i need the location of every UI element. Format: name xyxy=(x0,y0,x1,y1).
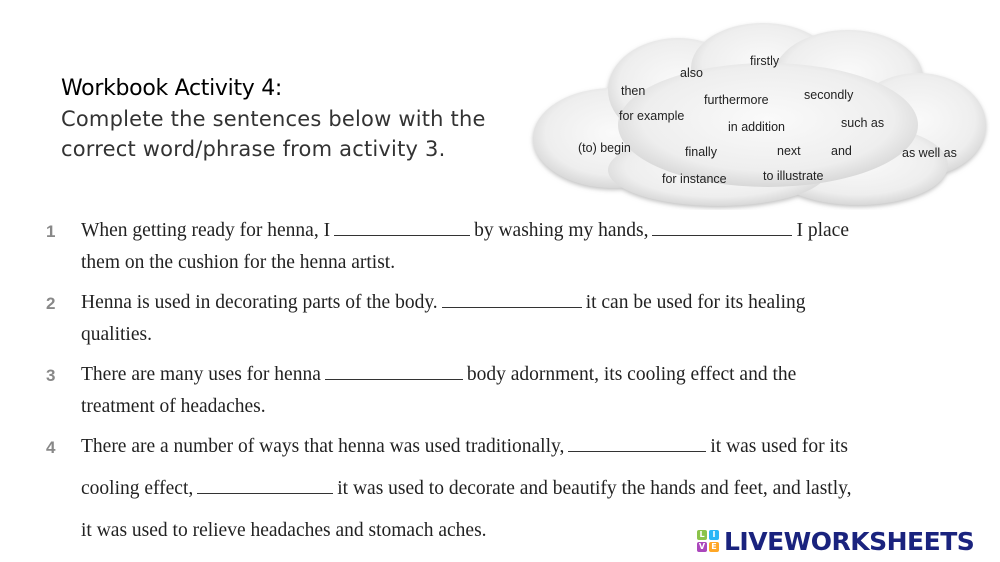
logo-icon xyxy=(697,530,719,552)
word-and: and xyxy=(831,144,852,158)
question-text: There are a number of ways that henna was used traditionally, xyxy=(81,436,565,457)
answer-blank[interactable] xyxy=(652,220,792,236)
instruction-line-2: correct word/phrase from activity 3. xyxy=(61,137,446,161)
word-then: then xyxy=(621,84,646,98)
answer-blank[interactable] xyxy=(197,478,333,494)
word-bank-cloud xyxy=(528,20,990,210)
question-text: There are many uses for henna xyxy=(81,364,321,385)
question-text: treatment of headaches. xyxy=(81,396,266,417)
question-text: cooling effect, xyxy=(81,478,194,499)
question-text: body adornment, its cooling effect and the xyxy=(466,364,797,385)
answer-blank[interactable] xyxy=(568,436,706,452)
question-line xyxy=(81,292,806,314)
logo-mark-e: E xyxy=(709,542,719,552)
word-firstly: firstly xyxy=(750,54,780,68)
question-text: I place xyxy=(796,220,849,241)
logo-mark-v: V xyxy=(698,542,706,551)
answer-blank[interactable] xyxy=(442,292,582,308)
question-text: it was used for its xyxy=(710,436,848,457)
instructions xyxy=(61,74,541,164)
question-text: them on the cushion for the henna artist. xyxy=(81,252,396,273)
instruction-line-1: Complete the sentences below with the xyxy=(61,107,486,131)
word-next: next xyxy=(777,144,801,158)
word-furthermore: furthermore xyxy=(704,93,769,107)
question-text: qualities. xyxy=(81,324,152,345)
question-number: 2 xyxy=(46,294,56,313)
question-number: 4 xyxy=(46,438,56,457)
word-finally: finally xyxy=(685,145,717,159)
question-text: by washing my hands, xyxy=(474,220,649,241)
word-secondly: secondly xyxy=(804,88,854,102)
answer-blank[interactable] xyxy=(334,220,470,236)
word-in-addition: in addition xyxy=(728,120,785,134)
logo-text: LIVEWORKSHEETS xyxy=(724,526,975,556)
word-for-example: for example xyxy=(619,109,685,123)
word-to-illustrate: to illustrate xyxy=(763,169,824,183)
word-also: also xyxy=(680,66,703,80)
question-text: it can be used for its healing xyxy=(585,292,806,313)
question-number: 1 xyxy=(46,222,56,241)
liveworksheets-logo xyxy=(697,526,974,556)
question-number: 3 xyxy=(46,366,56,385)
word-as-well-as: as well as xyxy=(902,146,957,160)
word-such-as: such as xyxy=(841,116,885,130)
question-line xyxy=(81,220,849,242)
question-text: it was used to decorate and beautify the hands and feet, and lastly, xyxy=(337,478,852,499)
answer-blank[interactable] xyxy=(325,364,463,380)
question-text: it was used to relieve headaches and stomach aches. xyxy=(81,520,487,541)
question-text: When getting ready for henna, I xyxy=(81,220,331,241)
question-line xyxy=(81,364,796,386)
word-for-instance: for instance xyxy=(662,172,727,186)
logo-mark-l: L xyxy=(697,530,707,540)
question-line xyxy=(81,436,848,458)
cloud-shape xyxy=(528,20,990,210)
question-line xyxy=(81,478,852,500)
logo-mark-i: I xyxy=(709,530,719,540)
question-text: Henna is used in decorating parts of the body. xyxy=(81,292,438,313)
activity-title: Workbook Activity 4: xyxy=(61,76,283,101)
word-to-begin: (to) begin xyxy=(578,141,631,155)
